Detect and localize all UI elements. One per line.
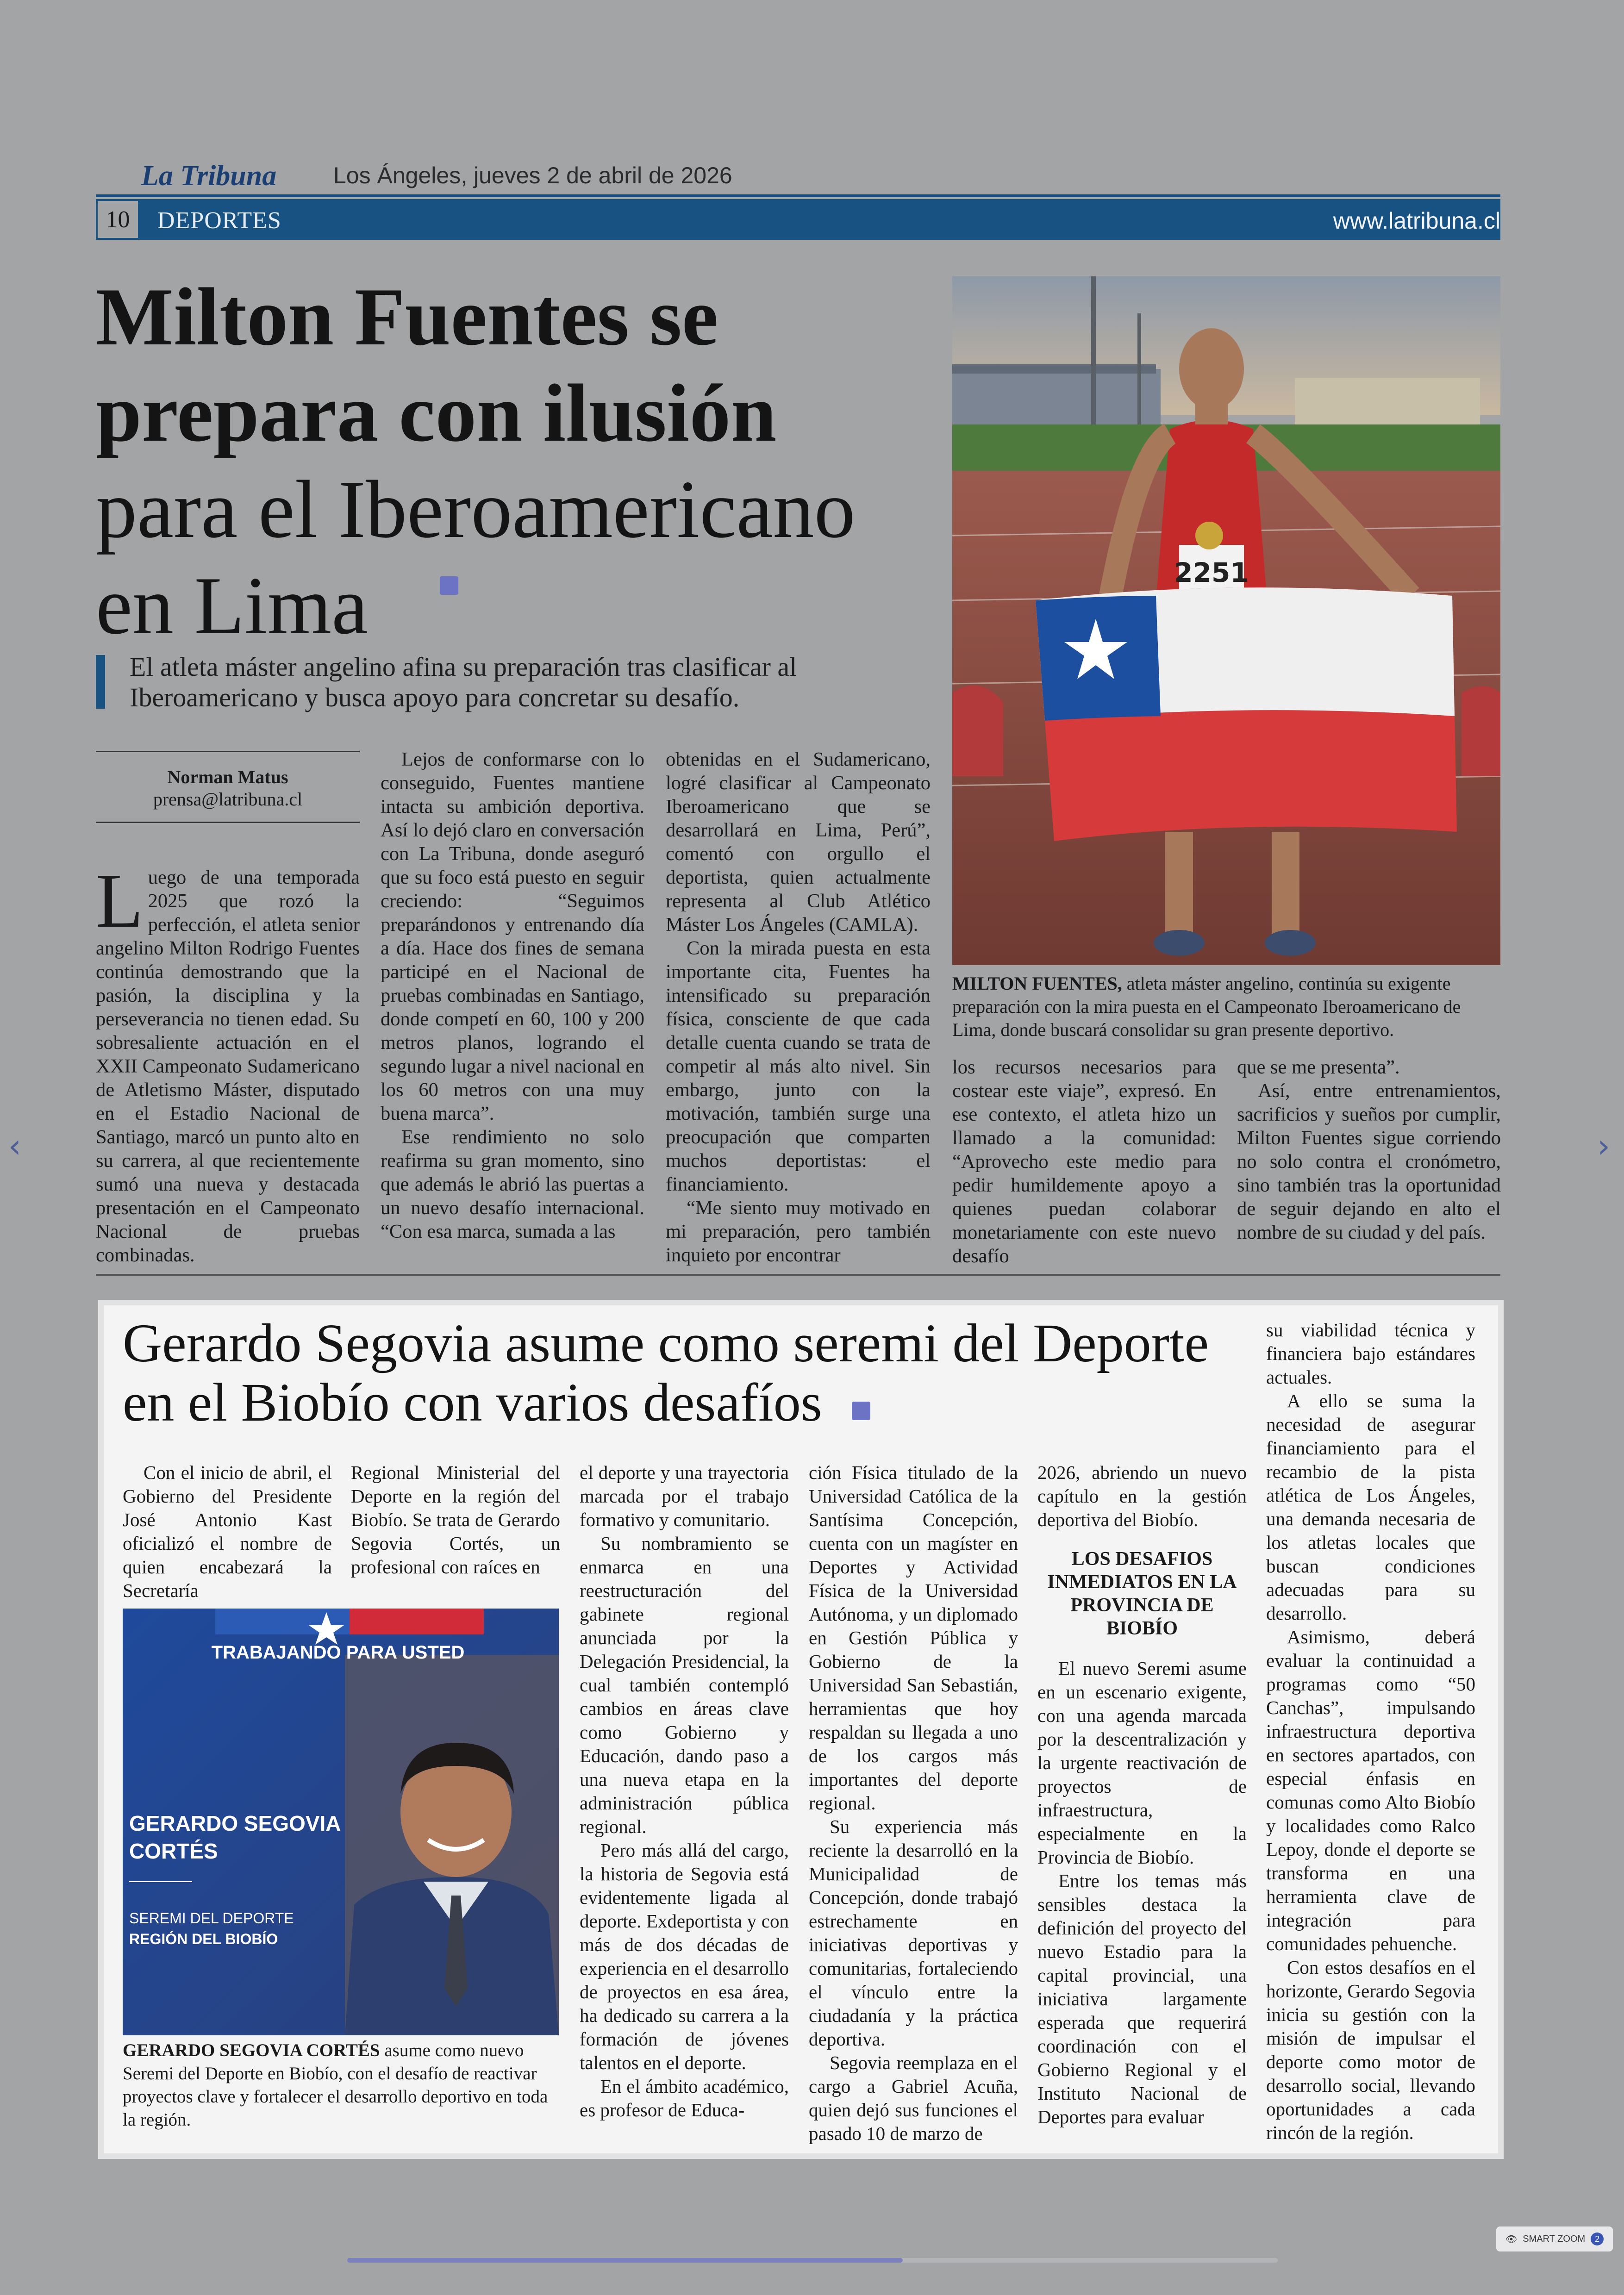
paragraph: Lejos de conformarse con lo conseguido, Fuentes mantiene intacta su ambición deportiva. Así lo dejó claro en conversación con La Tribuna, donde aseguró que su foco está puesto en seguir creciendo: “Seguimos preparándonos y entrenando día a día. Hace dos fines de semana participé en el Nacional de pruebas combinadas en Santiago, donde competí en 60, 100 y 200 metros planos, logrando el segundo lugar a nivel nacional en los 60 metros con una muy buena marca”. xyxy=(381,748,645,1124)
paragraph: obtenidas en el Sudamericano, logré clasificar al Campeonato Iberoamericano que se desarrollará en Lima, Perú”, comentó con orgullo el deportista, quien actualmente representa al Club Atlético Máster Los Ángeles (CAMLA). xyxy=(666,748,931,935)
article-headline xyxy=(123,1314,1271,1432)
paragraph: uego de una temporada 2025 que rozó la perfección, el atleta senior angelino Milton Rodrigo Fuentes continúa demostrando que la pasión, la disciplina y la perseverancia no tienen edad. Su sobresaliente actuación en el XXII Campeonato Sudamericano de Atletismo Máster, disputado en el Estadio Nacional de Santiago, marcó un punto alto en su carrera, al que recientemente sumó una nueva y destacada presentación en el Campeonato Nacional de pruebas combinadas. xyxy=(96,867,360,1266)
paragraph: A ello se suma la necesidad de asegurar financiamiento para el recambio de la pista atlética de Los Ángeles, una demanda necesaria de los atletas locales que buscan condiciones adecuadas para su desarrollo. xyxy=(1266,1390,1475,1624)
paragraph: ción Física titulado de la Universidad Católica de la Santísima Concepción, cuenta con un magíster en Deportes y Actividad Física de la Universidad Autónoma, y un diplomado en Gestión Pública y Gobierno de la Universidad San Sebastián, herramientas que hoy respaldan su llegada a uno de los cargos más importantes del deporte regional. xyxy=(809,1462,1018,1814)
smart-zoom-label: SMART ZOOM xyxy=(1523,2233,1586,2244)
article-column xyxy=(1266,1318,1475,2145)
article-column xyxy=(580,1461,789,2122)
paragraph: su viabilidad técnica y financiera bajo estándares actuales. xyxy=(1266,1319,1475,1388)
deck-accent-bar xyxy=(96,655,105,709)
article-column xyxy=(123,1461,332,1603)
byline-rule xyxy=(96,751,360,752)
paragraph: Ese rendimiento no solo reafirma su gran momento, sino que además le abrió las puertas a un nuevo desafío internacional. “Con esa marca, sumada a las xyxy=(381,1126,644,1242)
article-column xyxy=(96,858,360,1267)
paragraph: Pero más allá del cargo, la historia de Segovia está evidentemente ligada al deporte. Exdeportista y con más de dos décadas de experiencia en el desarrollo de proyectos en esa área, ha dedicado su carrera a la formación de jóvenes talentos en el deporte. xyxy=(580,1840,789,2073)
headline-line: en el Biobío con varios desafíos xyxy=(123,1372,822,1433)
byline-email[interactable]: prensa@latribuna.cl xyxy=(153,789,303,810)
caption-text: asume como nuevo Seremi del Deporte en Biobío, con el desafío de reactivar proyectos clave y fortalecer el desarrollo deportivo en toda la región. xyxy=(123,2040,548,2130)
paragraph: Entre los temas más sensibles destaca la definición del proyecto del nuevo Estadio para la capital provincial, una iniciativa largamente esperada que requerirá coordinación con el Gobierno Regional y el Instituto Nacional de Deportes para evaluar xyxy=(1037,1870,1247,2127)
paragraph: El nuevo Seremi asume en un escenario exigente, con una agenda marcada por la descentralización y la urgente reactivación de proyectos de infraestructura, especialmente en la Provincia de Biobío. xyxy=(1037,1658,1247,1868)
paragraph: los recursos necesarios para costear este viaje”, expresó. En ese contexto, el atleta hizo un llamado a la comunidad: “Aprovecho este medio para pedir humildemente apoyo a quienes puedan colaborar monetariamente con este nuevo desafío xyxy=(952,1056,1216,1267)
article-deck: El atleta máster angelino afina su preparación tras clasificar al Iberoamericano y busca apoyo para concretar su desafío. xyxy=(130,652,797,712)
paragraph: el deporte y una trayectoria marcada por el trabajo formativo y comunitario. xyxy=(580,1462,789,1530)
official-portrait xyxy=(123,1609,559,2035)
poster-role: SEREMI DEL DEPORTE xyxy=(129,1910,294,1927)
bib-number: 2251 xyxy=(1174,557,1249,588)
paragraph: Con la mirada puesta en esta importante cita, Fuentes ha intensificado su preparación física, consciente de que cada detalle cuenta cuando se trata de competir al más alto nivel. Sin embargo, junto con la motivación, también surge una preocupación que comparten muchos deportistas: el financiamiento. xyxy=(666,937,931,1195)
poster-name: CORTÉS xyxy=(129,1839,218,1863)
photo-caption xyxy=(952,972,1500,1041)
caption-text: atleta máster angelino, continúa su exigente preparación con la mira puesta en el Campeonato Iberoamericano de Lima, donde buscará consolidar su gran presente deportivo. xyxy=(952,973,1461,1040)
paragraph: Segovia reemplaza en el cargo a Gabriel Acuña, quien dejó sus funciones el pasado 10 de marzo de xyxy=(809,2052,1018,2144)
caption-name: MILTON FUENTES, xyxy=(952,973,1122,994)
article-column xyxy=(1037,1461,1247,2129)
annotation-marker[interactable] xyxy=(440,576,458,595)
poster-name: GERARDO SEGOVIA xyxy=(129,1811,341,1835)
page-number xyxy=(96,199,140,240)
subhead: LOS DESAFIOS INMEDIATOS EN LA PROVINCIA DE BIOBÍO xyxy=(1047,1548,1237,1639)
paragraph: Regional Ministerial del Deporte en la región del Biobío. Se trata de Gerardo Segovia Cortés, un profesional con raíces en xyxy=(351,1462,560,1578)
chevron-left-icon[interactable]: ‹ xyxy=(8,1127,21,1165)
caption-name: GERARDO SEGOVIA CORTÉS xyxy=(123,2040,380,2060)
photo-caption xyxy=(123,2039,559,2132)
paragraph: Asimismo, deberá evaluar la continuidad a programas como “50 Canchas”, impulsando infraestructura deportiva en sectores apartados, con especial énfasis en comunas como Alto Biobío y localidades como Ralco Lepoy, donde el deporte se transforma en una herramienta clave de integración para comunidades pehuenche. xyxy=(1266,1626,1475,1954)
article-column xyxy=(952,1055,1216,1268)
page-number-text: 10 xyxy=(106,206,130,233)
paragraph: “Me siento muy motivado en mi preparación, pero también inquieto por encontrar xyxy=(666,1197,931,1266)
site-url[interactable]: www.latribuna.cl xyxy=(1333,208,1500,234)
paragraph: Su nombramiento se enmarca en una reestructuración del gabinete regional anunciada por la Delegación Presidencial, la cual también contempló cambios en áreas clave como Gobierno y Educación, dando paso a una nueva etapa en la administración pública regional. xyxy=(580,1533,789,1837)
headline-line: para el Iberoamericano xyxy=(96,463,856,555)
byline-author: Norman Matus xyxy=(167,767,288,787)
article-headline xyxy=(96,268,943,654)
article-divider xyxy=(96,1274,1500,1276)
headline-line: prepara con ilusión xyxy=(96,367,777,459)
paragraph: Con el inicio de abril, el Gobierno del Presidente José Antonio Kast oficializó el nombre de quien encabezará la Secretaría xyxy=(123,1462,332,1601)
chevron-right-icon[interactable]: › xyxy=(1597,1127,1610,1165)
poster-role: REGIÓN DEL BIOBÍO xyxy=(129,1931,278,1947)
page-scrollbar-thumb[interactable] xyxy=(347,2258,903,2263)
eye-icon: 👁 xyxy=(1505,2234,1518,2245)
smart-zoom-count: 2 xyxy=(1591,2233,1604,2245)
athlete-photo-illustration xyxy=(952,276,1500,965)
poster-tagline: TRABAJANDO PARA USTED xyxy=(211,1642,465,1663)
paragraph: Su experiencia más reciente la desarrolló en la Municipalidad de Concepción, donde trabajó estrechamente en iniciativas deportivas y comunitarias, fortaleciendo el vínculo entre la ciudadanía y la práctica deportiva. xyxy=(809,1816,1018,2050)
paragraph: Así, entre entrenamientos, sacrificios y sueños por cumplir, Milton Fuentes sigue corriendo no solo contra el cronómetro, sino también tras la oportunidad de seguir dejando en alto el nombre de su ciudad y del país. xyxy=(1237,1080,1501,1243)
smart-zoom-button[interactable] xyxy=(1496,2226,1613,2251)
athlete-photo xyxy=(952,276,1500,965)
headline-line: en Lima xyxy=(96,560,369,651)
annotation-marker[interactable] xyxy=(852,1402,870,1420)
dateline: Los Ángeles, jueves 2 de abril de 2026 xyxy=(333,162,732,188)
article-column xyxy=(381,748,644,1243)
official-portrait-illustration xyxy=(123,1609,559,2035)
article-column xyxy=(1237,1055,1501,1244)
paragraph: que se me presenta”. xyxy=(1237,1056,1400,1078)
newspaper-logo: La Tribuna xyxy=(141,160,277,192)
paragraph: Con estos desafíos en el horizonte, Gerardo Segovia inicia su gestión con la misión de impulsar el deporte como motor de desarrollo social, llevando oportunidades a cada rincón de la región. xyxy=(1266,1957,1475,2143)
masthead-rule xyxy=(96,194,1500,197)
article-column xyxy=(351,1461,560,1579)
article-column xyxy=(809,1461,1018,2145)
paragraph: En el ámbito académico, es profesor de Educa- xyxy=(580,2076,789,2120)
section-bar xyxy=(96,199,1500,240)
section-name: DEPORTES xyxy=(157,207,281,234)
paragraph: 2026, abriendo un nuevo capítulo en la gestión deportiva del Biobío. xyxy=(1037,1462,1247,1530)
byline-rule xyxy=(96,822,360,823)
article-column xyxy=(666,748,931,1267)
headline-line: Milton Fuentes se xyxy=(96,271,718,362)
headline-line: Gerardo Segovia asume como seremi del Deporte xyxy=(123,1313,1209,1373)
drop-cap: L xyxy=(96,858,144,944)
